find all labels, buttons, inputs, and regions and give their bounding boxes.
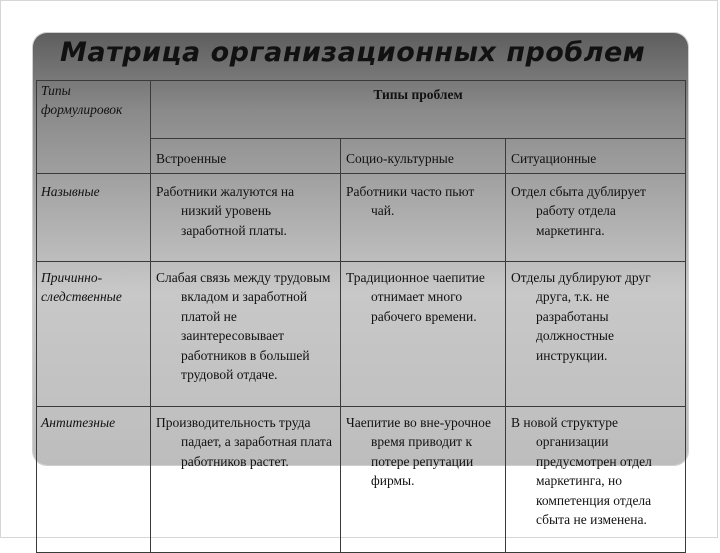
cell-text: В новой структуре организации предусмотрен отдел маркетинга, но компетенция отдела сбыта не изменена. <box>511 415 652 528</box>
table-cell <box>506 262 686 407</box>
corner-header-label: Типы формулировок <box>41 83 123 118</box>
cell-text: Отделы дублируют друг друга, т.к. не разработаны должностные инструкции. <box>511 270 651 363</box>
table-cell <box>341 262 506 407</box>
row-header-cell <box>37 407 151 553</box>
table-cell <box>506 407 686 553</box>
table-cell <box>151 407 341 553</box>
column-header-situational <box>506 139 686 174</box>
table-cell <box>341 174 506 262</box>
cell-text: Работники часто пьют чай. <box>346 184 475 219</box>
column-header-built-in <box>151 139 341 174</box>
cell-text: Слабая связь между трудовым вкладом и заработной платой не заинтересовывает работников в большей трудовой отдаче. <box>156 270 331 383</box>
column-header-label: Встроенные <box>156 151 227 166</box>
cell-text: Производительность труда падает, а заработная плата работников растет. <box>156 415 332 469</box>
slide-title: Матрица организационных проблем <box>60 37 646 68</box>
header-row <box>37 81 686 139</box>
column-header-label: Социо-культурные <box>346 151 454 166</box>
row-header-label: Антитезные <box>41 415 116 430</box>
row-header-label: Назывные <box>41 184 100 199</box>
table-cell <box>151 262 341 407</box>
table-row <box>37 174 686 262</box>
table-cell <box>506 174 686 262</box>
cell-text: Чаепитие во вне-урочное время приводит к потере репутации фирмы. <box>346 415 492 489</box>
group-header-cell <box>151 81 686 139</box>
corner-header-cell <box>37 81 151 174</box>
column-header-socio-cultural <box>341 139 506 174</box>
problem-matrix-table <box>36 80 686 553</box>
table-row <box>37 262 686 407</box>
group-header-label: Типы проблем <box>373 87 463 102</box>
cell-text: Отдел сбыта дублирует работу отдела маркетинга. <box>511 184 646 238</box>
table-cell <box>341 407 506 553</box>
row-header-cell <box>37 262 151 407</box>
cell-text: Традиционное чаепитие отнимает много рабочего времени. <box>346 270 485 324</box>
row-header-label: Причинно-следственные <box>41 270 122 305</box>
table-row <box>37 407 686 553</box>
column-header-label: Ситуационные <box>511 151 597 166</box>
table-cell <box>151 174 341 262</box>
row-header-cell <box>37 174 151 262</box>
cell-text: Работники жалуются на низкий уровень заработной платы. <box>156 184 295 238</box>
